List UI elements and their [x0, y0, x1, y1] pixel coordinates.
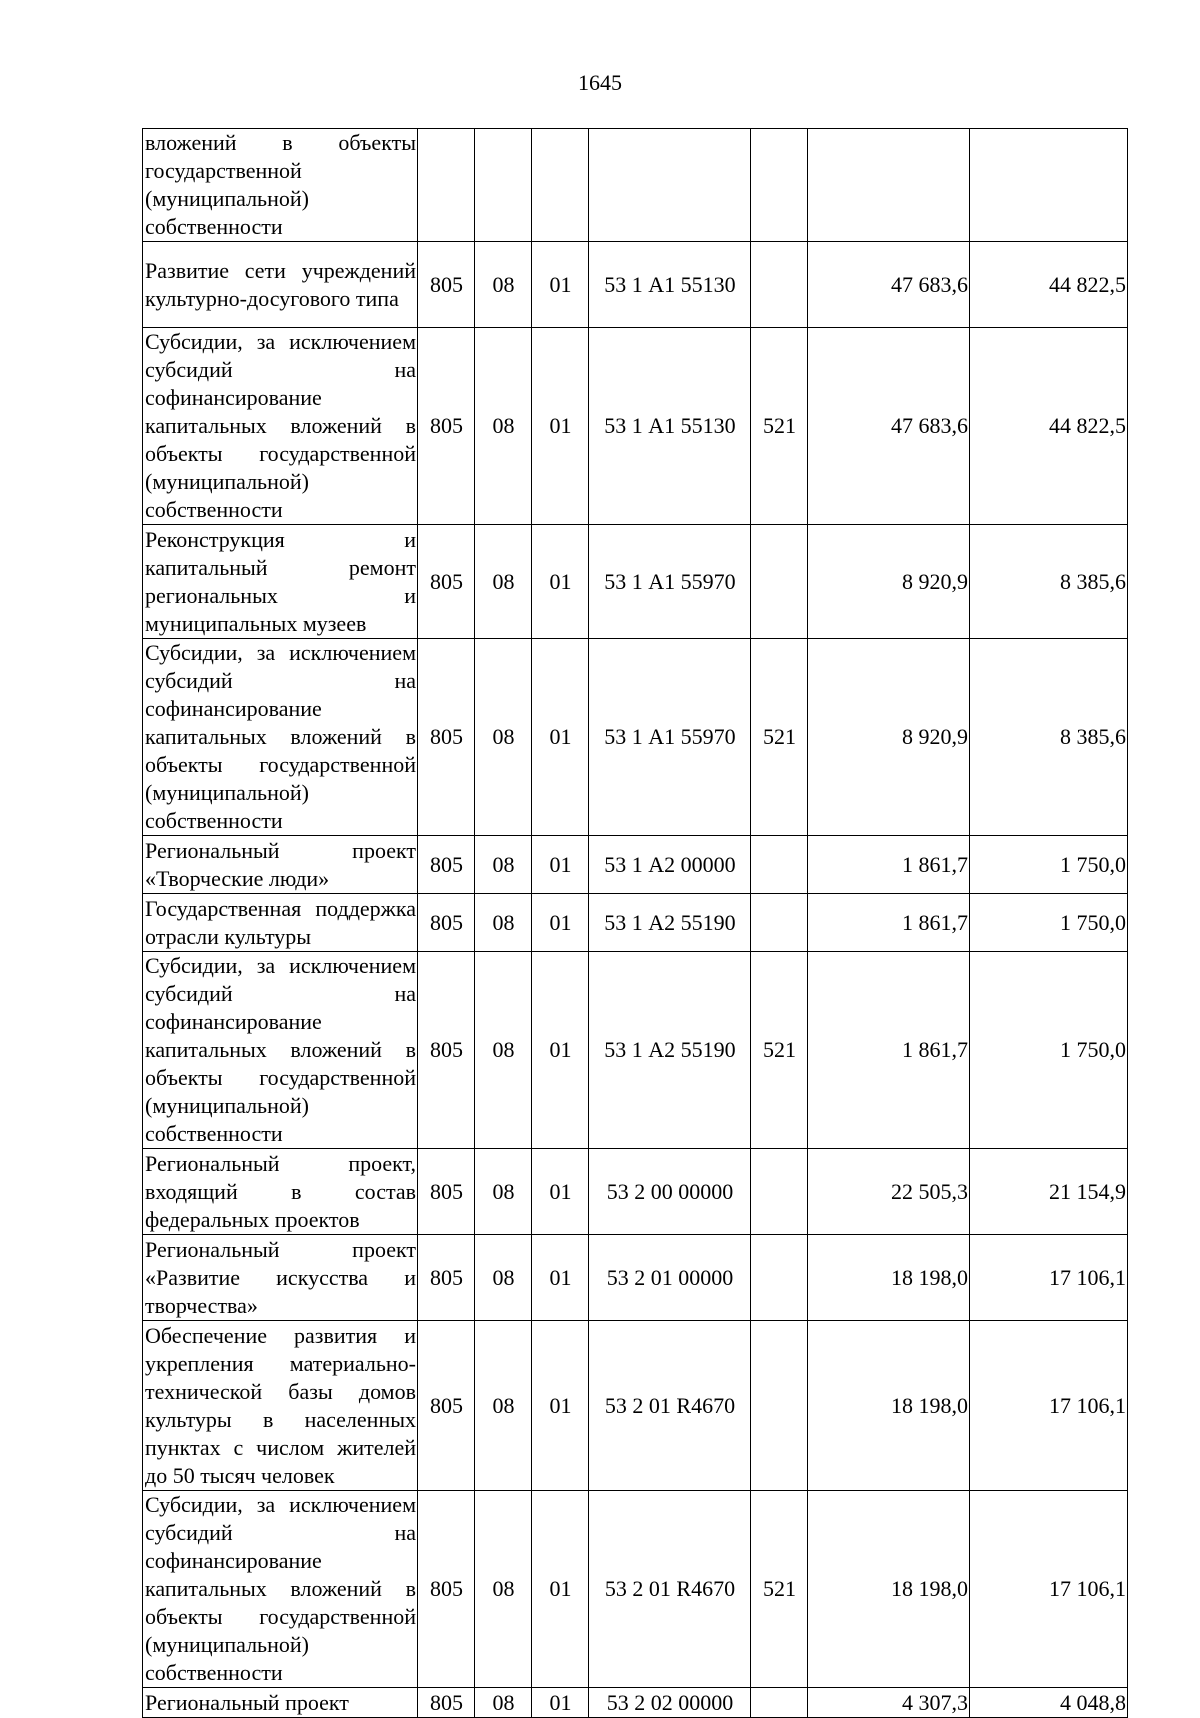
section-cell: 08: [475, 525, 532, 639]
section-cell: 08: [475, 1321, 532, 1491]
amount-year1-cell: 1 861,7: [808, 952, 970, 1149]
expense-type-cell: [751, 129, 808, 242]
budget-table-body: [143, 129, 1128, 1718]
target-article-cell: 53 2 01 R4670: [589, 1321, 751, 1491]
amount-year1-cell: 18 198,0: [808, 1235, 970, 1321]
row-name-cell: Государственная поддержка отрасли культуры: [143, 894, 418, 952]
amount-year2-cell: 44 822,5: [970, 242, 1128, 328]
section-cell: 08: [475, 1149, 532, 1235]
expense-type-cell: 521: [751, 1491, 808, 1688]
page-number: 1645: [578, 70, 622, 95]
subsection-cell: 01: [532, 894, 589, 952]
subsection-cell: 01: [532, 1149, 589, 1235]
section-cell: [475, 129, 532, 242]
table-row: [143, 1688, 1128, 1718]
expense-type-cell: 521: [751, 328, 808, 525]
subsection-cell: 01: [532, 836, 589, 894]
amount-year1-cell: 8 920,9: [808, 525, 970, 639]
grbs-cell: [418, 129, 475, 242]
grbs-cell: 805: [418, 836, 475, 894]
target-article-cell: 53 1 А1 55130: [589, 328, 751, 525]
amount-year2-cell: 17 106,1: [970, 1491, 1128, 1688]
table-row: [143, 1235, 1128, 1321]
amount-year1-cell: 18 198,0: [808, 1491, 970, 1688]
subsection-cell: 01: [532, 242, 589, 328]
row-name-cell: Региональный проект «Развитие искусства и творчества»: [143, 1235, 418, 1321]
section-cell: 08: [475, 1235, 532, 1321]
target-article-cell: 53 1 А1 55970: [589, 639, 751, 836]
grbs-cell: 805: [418, 1149, 475, 1235]
grbs-cell: 805: [418, 328, 475, 525]
section-cell: 08: [475, 836, 532, 894]
row-name-cell: вложений в объекты государственной (муниципальной) собственности: [143, 129, 418, 242]
row-name-cell: Субсидии, за исключением субсидий на софинансирование капитальных вложений в объекты государственной (муниципальной) собственности: [143, 952, 418, 1149]
grbs-cell: 805: [418, 952, 475, 1149]
amount-year2-cell: 21 154,9: [970, 1149, 1128, 1235]
grbs-cell: 805: [418, 1321, 475, 1491]
expense-type-cell: 521: [751, 952, 808, 1149]
amount-year2-cell: 17 106,1: [970, 1321, 1128, 1491]
target-article-cell: 53 1 А1 55970: [589, 525, 751, 639]
target-article-cell: 53 1 А2 55190: [589, 894, 751, 952]
grbs-cell: 805: [418, 894, 475, 952]
table-row: [143, 525, 1128, 639]
table-row: [143, 639, 1128, 836]
table-row: [143, 894, 1128, 952]
row-name-cell: Региональный проект «Творческие люди»: [143, 836, 418, 894]
amount-year2-cell: [970, 129, 1128, 242]
grbs-cell: 805: [418, 1235, 475, 1321]
subsection-cell: 01: [532, 952, 589, 1149]
expense-type-cell: 521: [751, 639, 808, 836]
table-row: [143, 242, 1128, 328]
budget-table: [142, 128, 1128, 1718]
subsection-cell: 01: [532, 1321, 589, 1491]
expense-type-cell: [751, 894, 808, 952]
section-cell: 08: [475, 1688, 532, 1718]
table-row: [143, 129, 1128, 242]
amount-year2-cell: 4 048,8: [970, 1688, 1128, 1718]
amount-year1-cell: 1 861,7: [808, 836, 970, 894]
row-name-cell: Региональный проект: [143, 1688, 418, 1718]
amount-year2-cell: 1 750,0: [970, 952, 1128, 1149]
expense-type-cell: [751, 1149, 808, 1235]
target-article-cell: [589, 129, 751, 242]
table-row: [143, 1491, 1128, 1688]
amount-year2-cell: 17 106,1: [970, 1235, 1128, 1321]
row-name-cell: Субсидии, за исключением субсидий на софинансирование капитальных вложений в объекты государственной (муниципальной) собственности: [143, 639, 418, 836]
row-name-cell: Субсидии, за исключением субсидий на софинансирование капитальных вложений в объекты государственной (муниципальной) собственности: [143, 328, 418, 525]
amount-year1-cell: 4 307,3: [808, 1688, 970, 1718]
grbs-cell: 805: [418, 242, 475, 328]
subsection-cell: 01: [532, 1235, 589, 1321]
table-row: [143, 1321, 1128, 1491]
amount-year2-cell: 44 822,5: [970, 328, 1128, 525]
row-name-cell: Обеспечение развития и укрепления материально-технической базы домов культуры в населенных пунктах с числом жителей до 50 тысяч человек: [143, 1321, 418, 1491]
amount-year1-cell: [808, 129, 970, 242]
expense-type-cell: [751, 1688, 808, 1718]
amount-year2-cell: 1 750,0: [970, 894, 1128, 952]
target-article-cell: 53 1 А2 55190: [589, 952, 751, 1149]
section-cell: 08: [475, 328, 532, 525]
amount-year1-cell: 18 198,0: [808, 1321, 970, 1491]
target-article-cell: 53 1 А2 00000: [589, 836, 751, 894]
section-cell: 08: [475, 639, 532, 836]
target-article-cell: 53 2 02 00000: [589, 1688, 751, 1718]
row-name-cell: Субсидии, за исключением субсидий на софинансирование капитальных вложений в объекты государственной (муниципальной) собственности: [143, 1491, 418, 1688]
amount-year2-cell: 8 385,6: [970, 639, 1128, 836]
table-row: [143, 836, 1128, 894]
amount-year1-cell: 1 861,7: [808, 894, 970, 952]
grbs-cell: 805: [418, 639, 475, 836]
target-article-cell: 53 2 01 00000: [589, 1235, 751, 1321]
subsection-cell: 01: [532, 1688, 589, 1718]
subsection-cell: 01: [532, 525, 589, 639]
row-name-cell: Развитие сети учреждений культурно-досугового типа: [143, 242, 418, 328]
section-cell: 08: [475, 894, 532, 952]
grbs-cell: 805: [418, 525, 475, 639]
expense-type-cell: [751, 242, 808, 328]
target-article-cell: 53 2 00 00000: [589, 1149, 751, 1235]
amount-year1-cell: 47 683,6: [808, 328, 970, 525]
expense-type-cell: [751, 1321, 808, 1491]
row-name-cell: Реконструкция и капитальный ремонт региональных и муниципальных музеев: [143, 525, 418, 639]
subsection-cell: [532, 129, 589, 242]
subsection-cell: 01: [532, 639, 589, 836]
section-cell: 08: [475, 242, 532, 328]
amount-year1-cell: 47 683,6: [808, 242, 970, 328]
grbs-cell: 805: [418, 1688, 475, 1718]
expense-type-cell: [751, 836, 808, 894]
amount-year1-cell: 8 920,9: [808, 639, 970, 836]
amount-year2-cell: 8 385,6: [970, 525, 1128, 639]
table-row: [143, 952, 1128, 1149]
table-row: [143, 328, 1128, 525]
section-cell: 08: [475, 1491, 532, 1688]
grbs-cell: 805: [418, 1491, 475, 1688]
target-article-cell: 53 2 01 R4670: [589, 1491, 751, 1688]
subsection-cell: 01: [532, 1491, 589, 1688]
section-cell: 08: [475, 952, 532, 1149]
table-row: [143, 1149, 1128, 1235]
expense-type-cell: [751, 1235, 808, 1321]
amount-year2-cell: 1 750,0: [970, 836, 1128, 894]
row-name-cell: Региональный проект, входящий в состав федеральных проектов: [143, 1149, 418, 1235]
amount-year1-cell: 22 505,3: [808, 1149, 970, 1235]
expense-type-cell: [751, 525, 808, 639]
subsection-cell: 01: [532, 328, 589, 525]
target-article-cell: 53 1 А1 55130: [589, 242, 751, 328]
